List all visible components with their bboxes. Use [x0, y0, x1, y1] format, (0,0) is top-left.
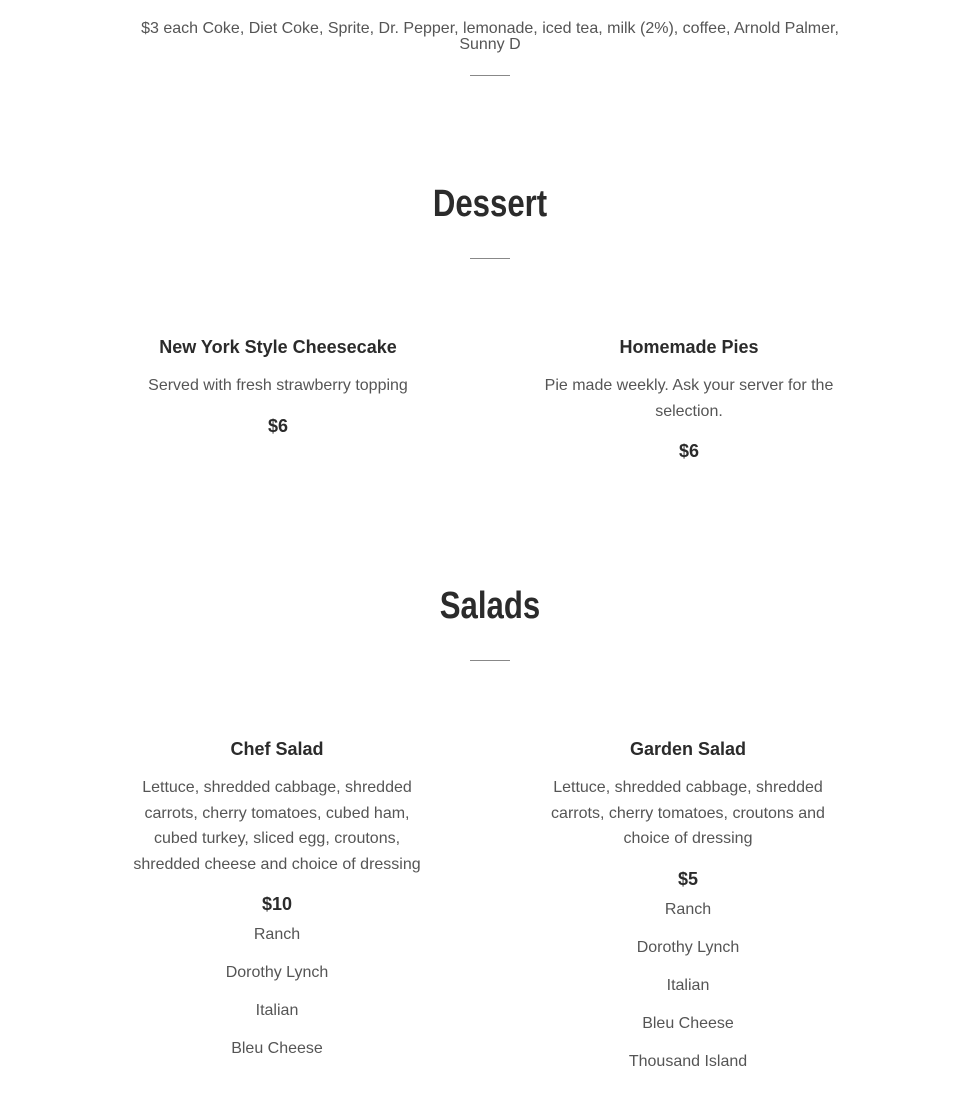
dessert-divider	[470, 258, 510, 259]
item-name: Garden Salad	[629, 739, 747, 759]
dressing-option: Italian	[666, 976, 710, 994]
salads-title: Salads	[439, 585, 541, 627]
item-name: Homemade Pies	[619, 337, 759, 357]
item-description: Pie made weekly. Ask your server for the selection.	[544, 377, 834, 420]
menu-item-homemade-pies	[539, 336, 839, 462]
dressing-option: Dorothy Lynch	[225, 964, 329, 981]
item-description: Served with fresh strawberry topping	[148, 377, 408, 394]
dressing-option: Dorothy Lynch	[636, 938, 740, 956]
drinks-note: $3 each Coke, Diet Coke, Sprite, Dr. Pepper, lemonade, iced tea, milk (2%), coffee, Arnold Palmer, Sunny D	[141, 20, 839, 53]
dressing-options	[127, 925, 427, 1077]
item-name: New York Style Cheesecake	[159, 337, 397, 357]
dressing-options	[538, 900, 838, 1090]
salads-divider	[470, 660, 510, 661]
dressing-option: Bleu Cheese	[642, 1014, 734, 1032]
dressing-option: Ranch	[664, 900, 712, 918]
item-price: $5	[677, 868, 699, 889]
item-price: $6	[678, 441, 700, 461]
menu-item-cheesecake	[128, 336, 428, 437]
item-price: $10	[261, 894, 293, 914]
menu-item-chef-salad	[127, 738, 427, 1077]
item-description: Lettuce, shredded cabbage, shredded carrots, cherry tomatoes, croutons and choice of dressing	[551, 779, 825, 847]
dressing-option: Thousand Island	[628, 1052, 748, 1070]
item-price: $6	[267, 415, 289, 436]
dressing-option: Bleu Cheese	[231, 1040, 323, 1057]
menu-item-garden-salad	[538, 738, 838, 1090]
dessert-title: Dessert	[432, 183, 548, 225]
section-divider	[470, 75, 510, 76]
dressing-option: Ranch	[253, 926, 301, 943]
dressing-option: Italian	[255, 1002, 299, 1019]
item-name: Chef Salad	[230, 739, 324, 759]
item-description: Lettuce, shredded cabbage, shredded carrots, cherry tomatoes, cubed ham, cubed turkey, sliced egg, croutons, shredded cheese and choice of dressing	[133, 779, 421, 873]
